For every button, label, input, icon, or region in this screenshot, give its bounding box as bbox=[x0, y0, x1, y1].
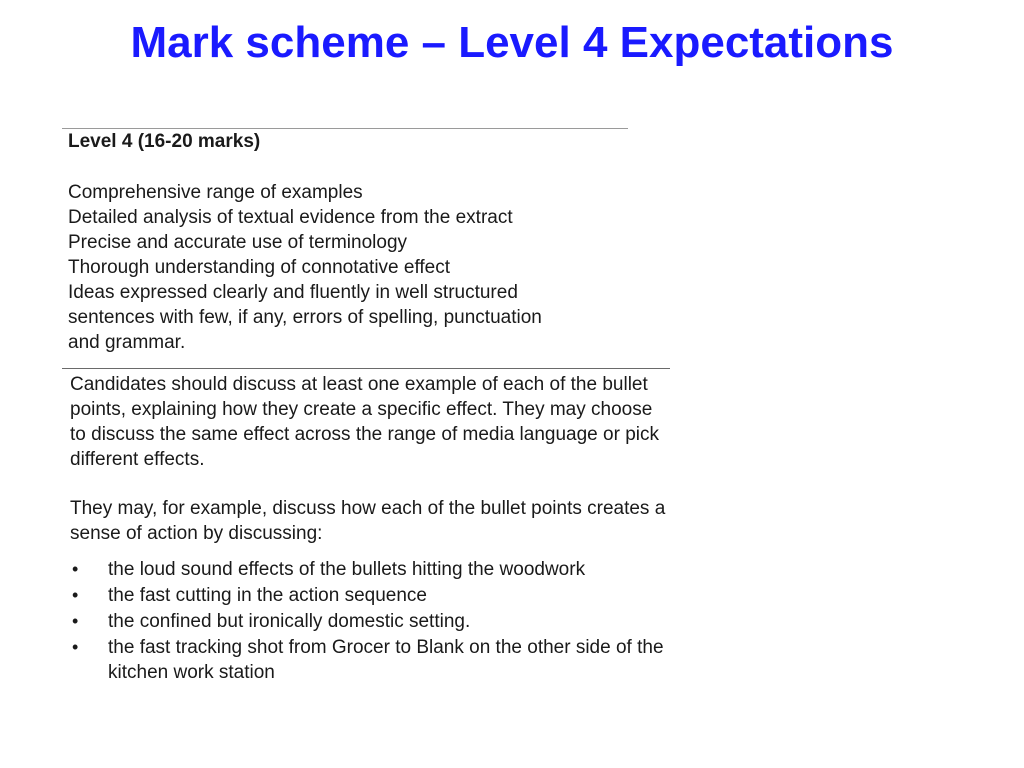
bullet-item bbox=[70, 557, 670, 582]
criteria-line: and grammar. bbox=[68, 332, 186, 353]
bullet-icon: • bbox=[72, 585, 79, 605]
bullet-item bbox=[70, 609, 670, 634]
bullet-icon: • bbox=[72, 637, 79, 657]
bullet-icon: • bbox=[72, 559, 79, 579]
criteria-line: Ideas expressed clearly and fluently in well structured bbox=[68, 282, 518, 303]
slide-title: Mark scheme – Level 4 Expectations bbox=[130, 18, 894, 67]
criteria-line: Precise and accurate use of terminology bbox=[68, 232, 408, 253]
middle-divider bbox=[62, 368, 670, 369]
criteria-line: Thorough understanding of connotative effect bbox=[68, 257, 451, 278]
bullet-text: the fast cutting in the action sequence bbox=[108, 585, 427, 606]
bullet-item bbox=[70, 635, 670, 685]
top-divider bbox=[62, 128, 628, 129]
bullet-icon: • bbox=[72, 611, 79, 631]
criteria-list bbox=[68, 180, 628, 355]
level-heading: Level 4 (16-20 marks) bbox=[68, 131, 261, 152]
bullet-text: the fast tracking shot from Grocer to Blank on the other side of the kitchen work station bbox=[108, 637, 664, 683]
bullet-text: the loud sound effects of the bullets hitting the woodwork bbox=[108, 559, 586, 580]
bullet-item bbox=[70, 583, 670, 608]
criteria-line: Detailed analysis of textual evidence from the extract bbox=[68, 207, 513, 228]
bullet-list bbox=[70, 557, 670, 686]
guidance-text bbox=[70, 372, 670, 546]
guidance-paragraph: They may, for example, discuss how each of the bullet points creates a sense of action by discussing: bbox=[70, 498, 666, 544]
guidance-paragraph: Candidates should discuss at least one example of each of the bullet points, explaining how they create a specific effect. They may choose to discuss the same effect across the range of media language or pick different effects. bbox=[70, 374, 659, 470]
criteria-line: sentences with few, if any, errors of spelling, punctuation bbox=[68, 307, 542, 328]
bullet-text: the confined but ironically domestic setting. bbox=[108, 611, 471, 632]
criteria-line: Comprehensive range of examples bbox=[68, 182, 363, 203]
